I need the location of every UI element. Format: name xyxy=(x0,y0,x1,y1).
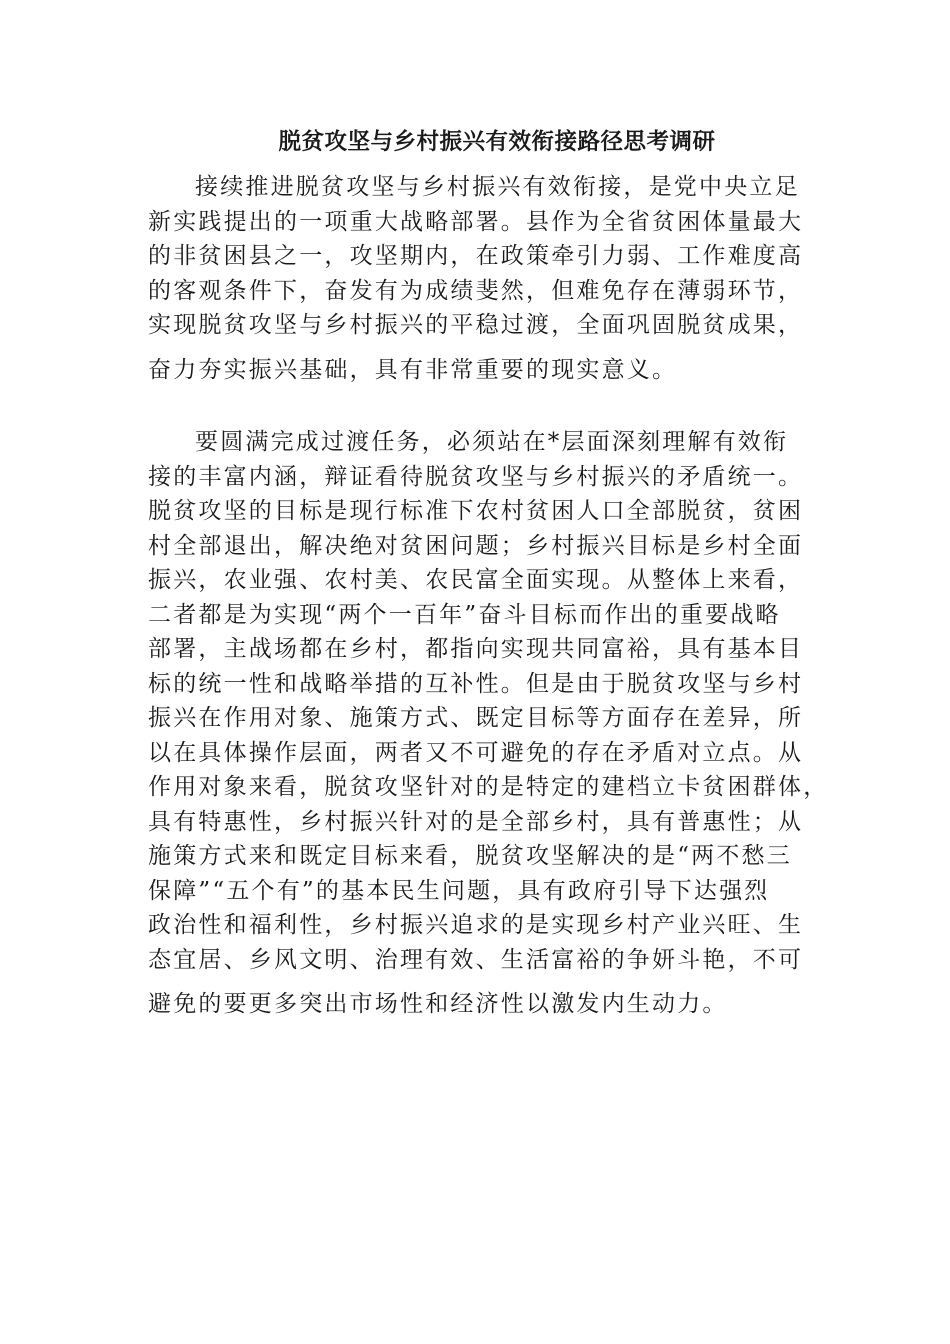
paragraph-line: 实现脱贫攻坚与乡村振兴的平稳过渡，全面巩固脱贫成果， xyxy=(148,312,804,338)
paragraph-line: 村全部退出，解决绝对贫困问题；乡村振兴目标是乡村全面 xyxy=(148,532,804,559)
paragraph-line: 接续推进脱贫攻坚与乡村振兴有效衔接，是党中央立足 xyxy=(195,174,800,200)
paragraph-line: 奋力夯实振兴基础，具有非常重要的现实意义。 xyxy=(148,356,678,383)
paragraph-line: 作用对象来看，脱贫攻坚针对的是特定的建档立卡贫困群体， xyxy=(148,774,829,800)
paragraph-line: 部署，主战场都在乡村，都指向实现共同富裕，具有基本目 xyxy=(148,636,804,662)
paragraph-line: 脱贫攻坚的目标是现行标准下农村贫困人口全部脱贫，贫困 xyxy=(148,498,804,524)
paragraph-1 xyxy=(148,170,820,387)
document-title: 脱贫攻坚与乡村振兴有效衔接路径思考调研 xyxy=(278,129,716,155)
paragraph-line: 新实践提出的一项重大战略部署。县作为全省贫困体量最大 xyxy=(148,208,804,235)
paragraph-line: 二者都是为实现“两个一百年”奋斗目标而作出的重要战略 xyxy=(148,601,781,628)
paragraph-line: 振兴在作用对象、施策方式、既定目标等方面存在差异，所 xyxy=(148,705,804,731)
paragraph-line: 标的统一性和战略举措的互补性。但是由于脱贫攻坚与乡村 xyxy=(148,670,804,697)
paragraph-line: 的非贫困县之一，攻坚期内，在政策牵引力弱、工作难度高 xyxy=(148,243,804,269)
paragraph-line: 振兴，农业强、农村美、农民富全面实现。从整体上来看， xyxy=(148,567,804,593)
paragraph-line: 以在具体操作层面，两者又不可避免的存在矛盾对立点。从 xyxy=(148,739,804,766)
paragraph-line: 态宜居、乡风文明、治理有效、生活富裕的争妍斗艳，不可 xyxy=(148,946,804,973)
paragraph-line: 接的丰富内涵，辩证看待脱贫攻坚与乡村振兴的矛盾统一。 xyxy=(148,463,804,490)
paragraph-line: 具有特惠性，乡村振兴针对的是全部乡村，具有普惠性；从 xyxy=(148,808,804,835)
paragraph-line: 施策方式来和既定目标来看，脱贫攻坚解决的是“两不愁三 xyxy=(148,843,792,869)
paragraph-line: 的客观条件下，奋发有为成绩斐然，但难免存在薄弱环节， xyxy=(148,277,804,304)
paragraph-2 xyxy=(148,425,829,1022)
paragraph-line: 避免的要更多突出市场性和经济性以激发内生动力。 xyxy=(148,991,728,1017)
paragraph-line: 政治性和福利性，乡村振兴追求的是实现乡村产业兴旺、生 xyxy=(148,912,804,938)
paragraph-line: 要圆满完成过渡任务，必须站在*层面深刻理解有效衔 xyxy=(195,429,789,455)
paragraph-line: 保障”“五个有”的基本民生问题，具有政府引导下达强烈 xyxy=(148,877,770,904)
